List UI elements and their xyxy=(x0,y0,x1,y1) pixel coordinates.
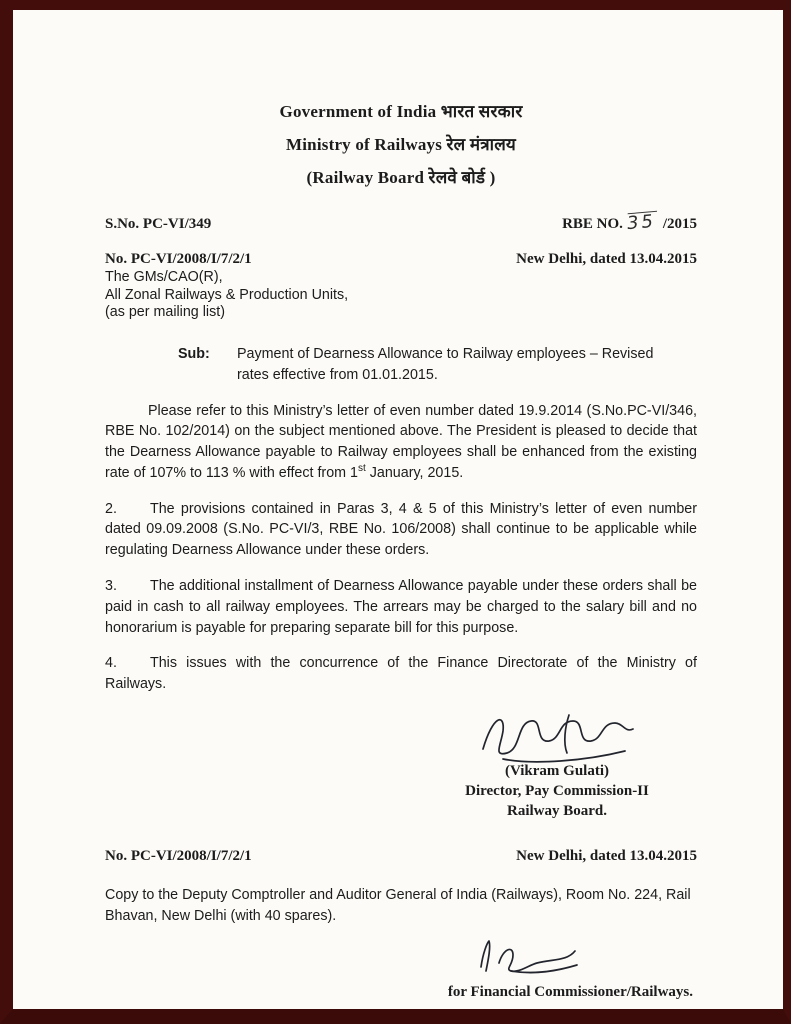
footer-letter-number: No. PC-VI/2008/I/7/2/1 xyxy=(105,848,252,865)
subject-text: Payment of Dearness Allowance to Railway employees – Revised rates effective from 01.01.2015. xyxy=(237,345,654,383)
letterhead-govt-line: Government of India भारत सरकार xyxy=(279,102,523,121)
letterhead-board-line: (Railway Board रेलवे बोर्ड ) xyxy=(306,168,496,187)
paragraph-4-text: This issues with the concurrence of the Finance Directorate of the Ministry of Railways. xyxy=(105,655,697,693)
addressee-block xyxy=(105,269,697,322)
paragraph-2-number: 2. xyxy=(105,500,117,517)
letterhead-ministry-line: Ministry of Railways रेल मंत्रालय xyxy=(286,135,516,154)
paragraph-3-number: 3. xyxy=(105,578,117,595)
letterhead xyxy=(105,102,697,188)
reference-row-1 xyxy=(105,212,697,233)
rbe-number-handwritten: 35 xyxy=(625,210,657,235)
signature-block xyxy=(439,709,675,821)
signatory-organisation: Railway Board. xyxy=(506,803,607,820)
reference-row-2 xyxy=(105,250,697,268)
signatory-name: (Vikram Gulati) xyxy=(504,763,610,780)
paragraph-2 xyxy=(105,499,697,561)
second-signature-block xyxy=(469,935,589,982)
paragraph-1 xyxy=(105,401,697,484)
signature-vikram-gulati-image xyxy=(473,709,641,765)
addressee-line-2: All Zonal Railways & Production Units, xyxy=(105,286,349,303)
footer-place-date: New Delhi, dated 13.04.2015 xyxy=(516,848,697,865)
signatory-designation: Director, Pay Commission-II xyxy=(465,783,649,800)
paragraph-2-text: The provisions contained in Paras 3, 4 & 5 of this Ministry’s letter of even number dated 09.09.2008 (S.No. PC-VI/3, RBE No. 106/2008) shall continue to be applicable while regulating Dearness Allowance under these orders. xyxy=(105,500,697,559)
paragraph-1-superscript: st xyxy=(357,463,366,475)
rbe-label: RBE NO. xyxy=(562,216,623,232)
copy-endorsement: Copy to the Deputy Comptroller and Auditor General of India (Railways), Room No. 224, Rail Bhavan, New Delhi (with 40 spares). xyxy=(105,887,691,924)
paragraph-4-number: 4. xyxy=(105,655,117,672)
paragraph-3 xyxy=(105,576,697,638)
subject-label: Sub: xyxy=(178,345,210,362)
place-date: New Delhi, dated 13.04.2015 xyxy=(516,251,697,267)
serial-number: S.No. PC-VI/349 xyxy=(105,216,212,232)
paragraph-1-text-end: January, 2015. xyxy=(365,464,464,481)
paragraph-1-text: Please refer to this Ministry’s letter of even number dated 19.9.2014 (S.No.PC-VI/346, RBE No. 102/2014) on the subject mentioned above. The President is pleased to decide that the Dearness Allowance payable to Railway employees shall be enhanced from the existing rate of 107% to 113 % with effect from 1 xyxy=(105,402,697,481)
paragraph-4 xyxy=(105,653,697,695)
rbe-number-line xyxy=(562,212,697,233)
rbe-year: /2015 xyxy=(662,216,697,232)
addressee-line-3: (as per mailing list) xyxy=(105,304,225,320)
footer-reference-row xyxy=(105,847,697,865)
signature-financial-commissioner-image xyxy=(469,935,581,977)
letter-content xyxy=(13,102,783,1001)
subject-block xyxy=(105,344,697,386)
letter-number: No. PC-VI/2008/I/7/2/1 xyxy=(105,251,252,267)
closing-authority-line: for Financial Commissioner/Railways. xyxy=(447,983,693,1000)
paragraph-3-text: The additional installment of Dearness Allowance payable under these orders shall be paid in cash to all railway employees. The arrears may be charged to the salary bill and no honorarium is payable for preparing separate bill for this purpose. xyxy=(105,578,697,636)
addressee-line-1: The GMs/CAO(R), xyxy=(105,269,223,285)
